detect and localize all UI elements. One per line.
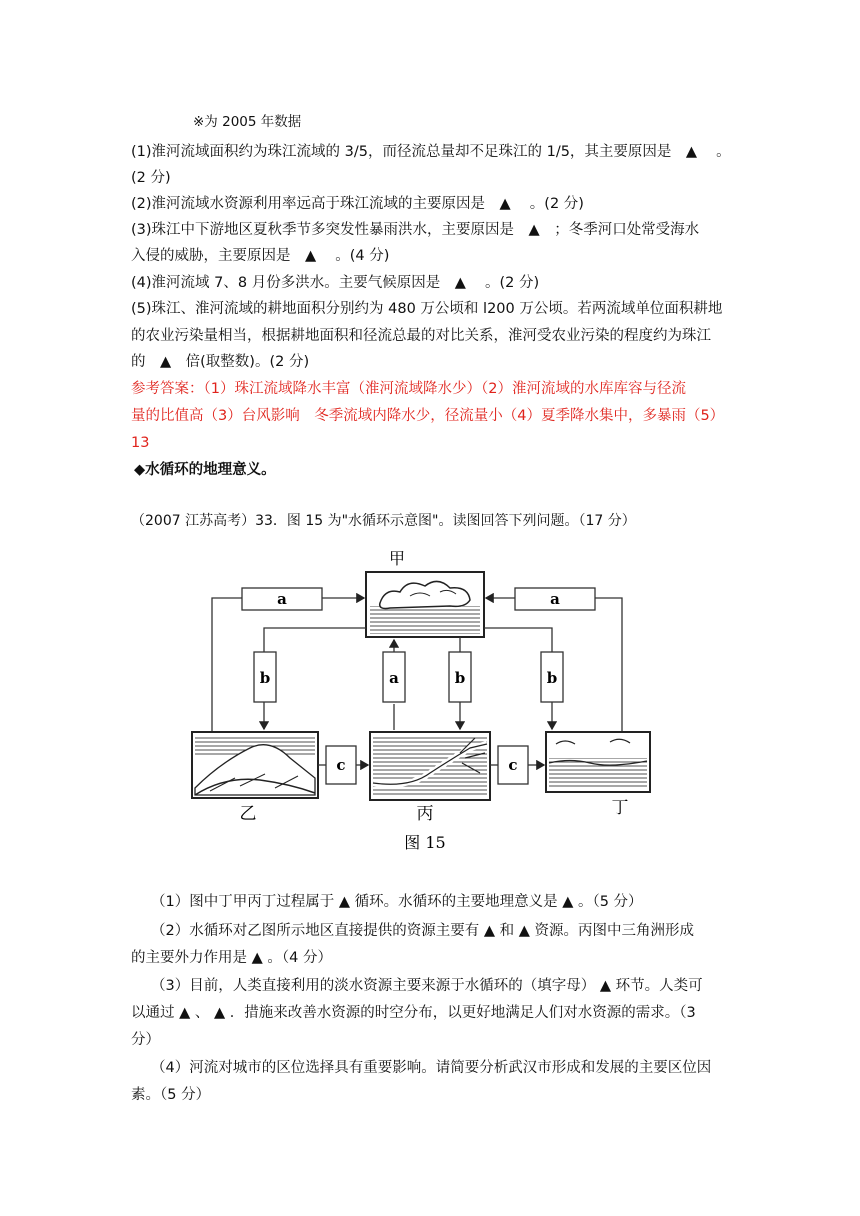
section-heading: ◆水循环的地理意义。 (134, 462, 276, 478)
svg-text:a: a (550, 590, 560, 608)
label-ding: 丁 (611, 798, 629, 818)
question-intro: （2007 江苏高考）33．图 15 为"水循环示意图"。读图回答下列问题。（17 分） (131, 513, 636, 529)
sub-question-4-line2: 素。（5 分） (131, 1087, 211, 1103)
label-jia: 甲 (388, 549, 406, 568)
svg-text:b: b (546, 669, 558, 687)
sub-question-3-line1: （3）目前，人类直接利用的淡水资源主要来源于水循环的（填字母） ▲ 环节。人类可 (151, 978, 703, 994)
svg-text:a: a (277, 590, 287, 608)
cloud-rain-image (366, 572, 484, 637)
sea-image (546, 732, 650, 792)
q1-line2: (2 分) (131, 170, 171, 186)
water-cycle-diagram (180, 548, 660, 858)
q3-line2: 入侵的威胁，主要原因是 ▲ 。(4 分) (131, 248, 390, 264)
svg-text:c: c (336, 756, 346, 774)
sub-question-4-line1: （4）河流对城市的区位选择具有重要影响。请简要分析武汉市形成和发展的主要区位因 (151, 1060, 712, 1076)
svg-text:c: c (508, 756, 518, 774)
sub-question-2-line1: （2）水循环对乙图所示地区直接提供的资源主要有 ▲ 和 ▲ 资源。丙图中三角洲形成 (151, 923, 694, 939)
svg-text:a: a (389, 669, 399, 687)
sub-question-3-line2: 以通过 ▲ 、 ▲ ．措施来改善水资源的时空分布，以更好地满足人们对水资源的需求。（3 (131, 1005, 696, 1021)
label-bing: 丙 (416, 804, 434, 824)
answer-line1: 参考答案：（1）珠江流域降水丰富（淮河流域降水少）（2）淮河流域的水库库容与径流 (131, 381, 686, 397)
q5-line1: (5)珠江、淮河流域的耕地面积分别约为 480 万公顷和 l200 万公顷。若两流域单位面积耕地 (131, 301, 723, 317)
svg-text:b: b (454, 669, 466, 687)
q2-line: (2)淮河流域水资源利用率远高于珠江流域的主要原因是 ▲ 。(2 分) (131, 196, 584, 212)
q4-line: (4)淮河流域 7、8 月份多洪水。主要气候原因是 ▲ 。(2 分) (131, 275, 540, 291)
sub-question-2-line2: 的主要外力作用是 ▲ 。（4 分） (131, 950, 332, 966)
mountain-image (192, 732, 318, 798)
river-delta-image (370, 732, 490, 800)
note-2005: ※为 2005 年数据 (193, 114, 302, 130)
sub-question-1: （1）图中丁甲丙丁过程属于 ▲ 循环。水循环的主要地理意义是 ▲ 。（5 分） (151, 894, 643, 910)
q3-line1: (3)珠江中下游地区夏秋季节多突发性暴雨洪水，主要原因是 ▲ ；冬季河口处常受海水 (131, 222, 700, 238)
figure-caption: 图 15 (404, 833, 446, 852)
label-yi: 乙 (239, 804, 257, 824)
sub-question-3-line3: 分） (131, 1032, 160, 1048)
q5-line2: 的农业污染量相当，根据耕地面积和径流总最的对比关系，淮河受农业污染的程度约为珠江 (131, 328, 711, 344)
q5-line3: 的 ▲ 倍(取整数)。(2 分) (131, 354, 310, 370)
answer-line2: 量的比值高（3）台风影响 冬季流域内降水少，径流量小（4）夏季降水集中，多暴雨（5） (131, 408, 725, 424)
answer-line3: 13 (131, 435, 150, 451)
svg-text:b: b (259, 669, 271, 687)
q1-line1: (1)淮河流域面积约为珠江流域的 3/5，而径流总量却不足珠江的 1/5，其主要原因是 ▲ 。 (131, 144, 731, 160)
